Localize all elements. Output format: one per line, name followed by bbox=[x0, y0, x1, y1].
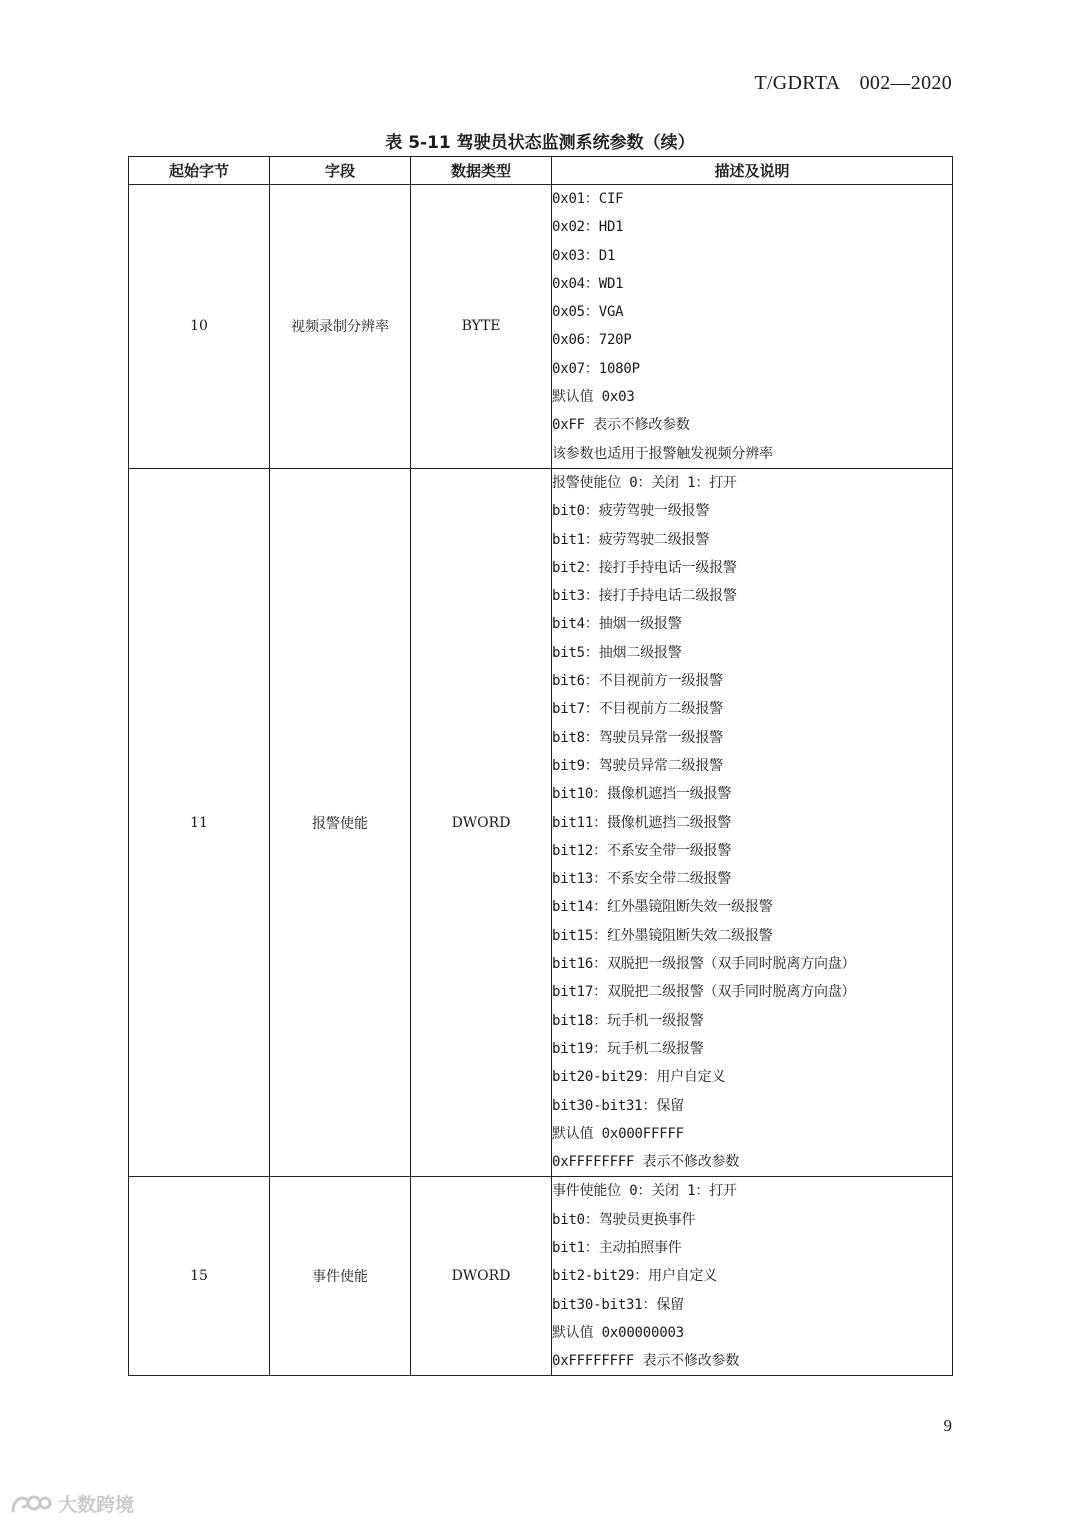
description-line: 0x01：CIF bbox=[552, 191, 624, 207]
description-line: bit2-bit29：用户自定义 bbox=[552, 1268, 718, 1285]
description-line: bit10：摄像机遮挡一级报警 bbox=[552, 786, 732, 803]
description-line: 0x07：1080P bbox=[552, 360, 640, 377]
field-cell: 报警使能 bbox=[270, 468, 411, 1176]
column-header-data-type: 数据类型 bbox=[411, 157, 552, 185]
type-cell: DWORD bbox=[411, 468, 552, 1176]
description-line: bit0：疲劳驾驶一级报警 bbox=[552, 503, 710, 520]
description-line: bit9：驾驶员异常二级报警 bbox=[552, 757, 723, 774]
type-cell: DWORD bbox=[411, 1177, 552, 1376]
watermark-text: 大数跨境 bbox=[58, 1494, 135, 1516]
description-line: bit13：不系安全带二级报警 bbox=[552, 871, 732, 888]
description-cell bbox=[552, 468, 953, 1176]
start-byte-cell: 10 bbox=[129, 185, 270, 469]
description-line: bit7：不目视前方二级报警 bbox=[552, 701, 723, 718]
description-line: bit5：抽烟二级报警 bbox=[552, 644, 682, 661]
description-line: bit16：双脱把一级报警（双手同时脱离方向盘） bbox=[552, 956, 856, 973]
description-line: bit1：疲劳驾驶二级报警 bbox=[552, 531, 710, 548]
table-row bbox=[129, 468, 953, 1176]
table-title: 表 5-11 驾驶员状态监测系统参数（续） bbox=[385, 133, 695, 153]
description-line: bit11：摄像机遮挡二级报警 bbox=[552, 814, 732, 831]
field-cell: 事件使能 bbox=[270, 1177, 411, 1376]
watermark bbox=[10, 1490, 134, 1517]
description-line: bit30-bit31：保留 bbox=[552, 1296, 684, 1313]
description-line: 报警使能位 0：关闭 1：打开 bbox=[552, 474, 737, 491]
parameter-table bbox=[128, 156, 953, 1376]
start-byte-cell: 15 bbox=[129, 1177, 270, 1376]
description-line: bit0：驾驶员更换事件 bbox=[552, 1211, 696, 1228]
description-cell bbox=[552, 1177, 953, 1376]
column-header-description: 描述及说明 bbox=[552, 157, 953, 185]
description-line: bit8：驾驶员异常一级报警 bbox=[552, 729, 723, 746]
description-line: bit14：红外墨镜阻断失效一级报警 bbox=[552, 899, 773, 916]
description-line: 0xFFFFFFFF 表示不修改参数 bbox=[552, 1353, 740, 1370]
description-line: bit30-bit31：保留 bbox=[552, 1097, 684, 1114]
description-line: bit15：红外墨镜阻断失效二级报警 bbox=[552, 927, 773, 944]
description-line: 事件使能位 0：关闭 1：打开 bbox=[552, 1183, 737, 1200]
description-line: bit4：抽烟一级报警 bbox=[552, 616, 682, 633]
description-line: 0x06：720P bbox=[552, 332, 632, 349]
description-line: bit17：双脱把二级报警（双手同时脱离方向盘） bbox=[552, 984, 856, 1001]
start-byte-cell: 11 bbox=[129, 468, 270, 1176]
type-cell: BYTE bbox=[411, 185, 552, 469]
table-row bbox=[129, 185, 953, 469]
description-line: bit12：不系安全带一级报警 bbox=[552, 842, 732, 859]
watermark-logo-icon bbox=[10, 1491, 52, 1517]
description-line: 默认值 0x000FFFFF bbox=[552, 1125, 684, 1142]
page-number: 9 bbox=[943, 1416, 952, 1435]
column-header-start-byte: 起始字节 bbox=[129, 157, 270, 185]
description-line: 该参数也适用于报警触发视频分辨率 bbox=[552, 445, 773, 462]
field-cell: 视频录制分辨率 bbox=[270, 185, 411, 469]
table-row bbox=[129, 1177, 953, 1376]
description-line: bit6：不目视前方一级报警 bbox=[552, 673, 723, 690]
description-line: bit3：接打手持电话二级报警 bbox=[552, 588, 737, 605]
description-line: 默认值 0x03 bbox=[552, 389, 635, 406]
description-line: bit18：玩手机一级报警 bbox=[552, 1012, 704, 1029]
table-header-row bbox=[129, 157, 953, 185]
description-line: 0x03：D1 bbox=[552, 247, 616, 264]
description-line: 0x02：HD1 bbox=[552, 219, 624, 236]
description-cell bbox=[552, 185, 953, 469]
description-line: 默认值 0x00000003 bbox=[552, 1324, 684, 1341]
document-code: T/GDRTA 002—2020 bbox=[754, 72, 952, 94]
description-line: 0xFF 表示不修改参数 bbox=[552, 417, 690, 434]
column-header-field: 字段 bbox=[270, 157, 411, 185]
description-line: bit2：接打手持电话一级报警 bbox=[552, 559, 737, 576]
description-line: 0x05：VGA bbox=[552, 304, 624, 321]
description-line: 0x04：WD1 bbox=[552, 275, 624, 292]
description-line: bit19：玩手机二级报警 bbox=[552, 1040, 704, 1057]
description-line: bit1：主动拍照事件 bbox=[552, 1239, 682, 1256]
description-line: bit20-bit29：用户自定义 bbox=[552, 1069, 726, 1086]
description-line: 0xFFFFFFFF 表示不修改参数 bbox=[552, 1154, 740, 1171]
